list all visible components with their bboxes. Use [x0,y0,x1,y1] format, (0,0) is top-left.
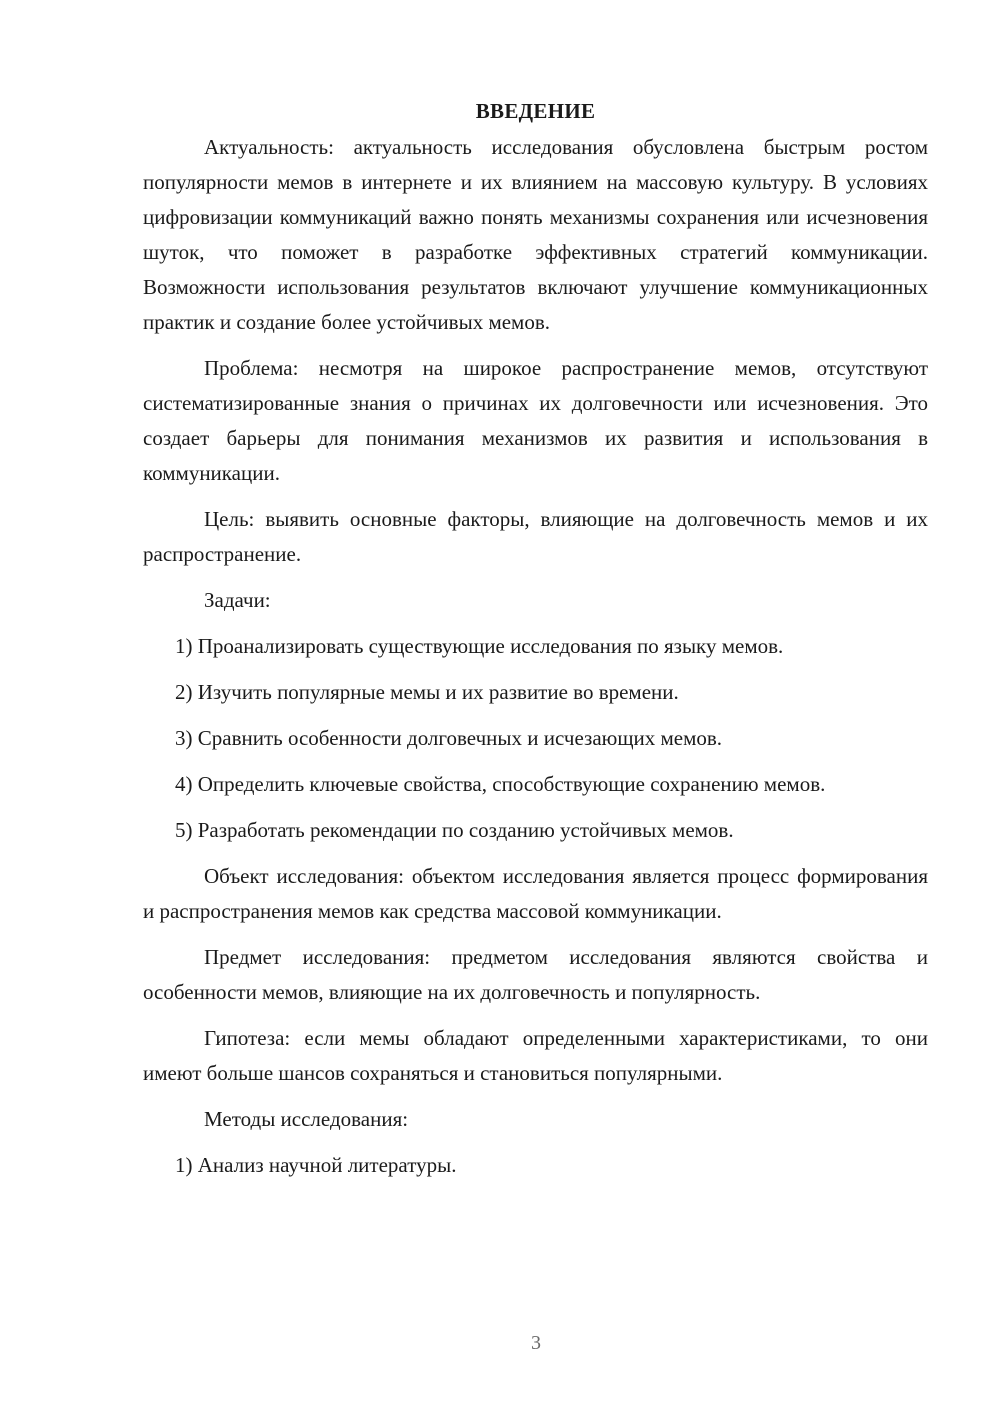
paragraph-goal: Цель: выявить основные факторы, влияющие на долговечность мемов и их распространение. [143,507,928,566]
task-item-2: 2) Изучить популярные мемы и их развитие во времени. [175,680,679,704]
document-page [143,96,928,1194]
task-item-1: 1) Проанализировать существующие исследования по языку мемов. [175,634,784,658]
paragraph-relevance: Актуальность: актуальность исследования обусловлена быстрым ростом популярности мемов в интернете и их влиянием на массовую культуру. В условиях цифровизации коммуникаций важно понять механизмы сохранения или исчезновения шуток, что поможет в разработке эффективных стратегий коммуникации. Возможности использования результатов включают улучшение коммуникационных практик и создание более устойчивых мемов. [143,135,928,334]
paragraph-subject: Предмет исследования: предметом исследования являются свойства и особенности мемов, влияющие на их долговечность и популярность. [143,945,928,1004]
method-item-1: 1) Анализ научной литературы. [175,1153,457,1177]
paragraph-hypothesis: Гипотеза: если мемы обладают определенными характеристиками, то они имеют больше шансов сохраняться и становиться популярными. [143,1026,928,1085]
task-item-4: 4) Определить ключевые свойства, способствующие сохранению мемов. [175,772,826,796]
methods-heading: Методы исследования: [204,1107,409,1131]
task-item-3: 3) Сравнить особенности долговечных и исчезающих мемов. [175,726,723,750]
page-title: ВВЕДЕНИЕ [475,99,596,123]
task-item-5: 5) Разработать рекомендации по созданию устойчивых мемов. [175,818,734,842]
paragraph-object: Объект исследования: объектом исследования является процесс формирования и распространения мемов как средства массовой коммуникации. [143,864,928,923]
tasks-heading: Задачи: [204,588,271,612]
paragraph-problem: Проблема: несмотря на широкое распространение мемов, отсутствуют систематизированные знания о причинах их долговечности или исчезновения. Это создает барьеры для понимания механизмов их развития и использования в коммуникации. [143,356,928,485]
page-number: 3 [531,1332,541,1354]
